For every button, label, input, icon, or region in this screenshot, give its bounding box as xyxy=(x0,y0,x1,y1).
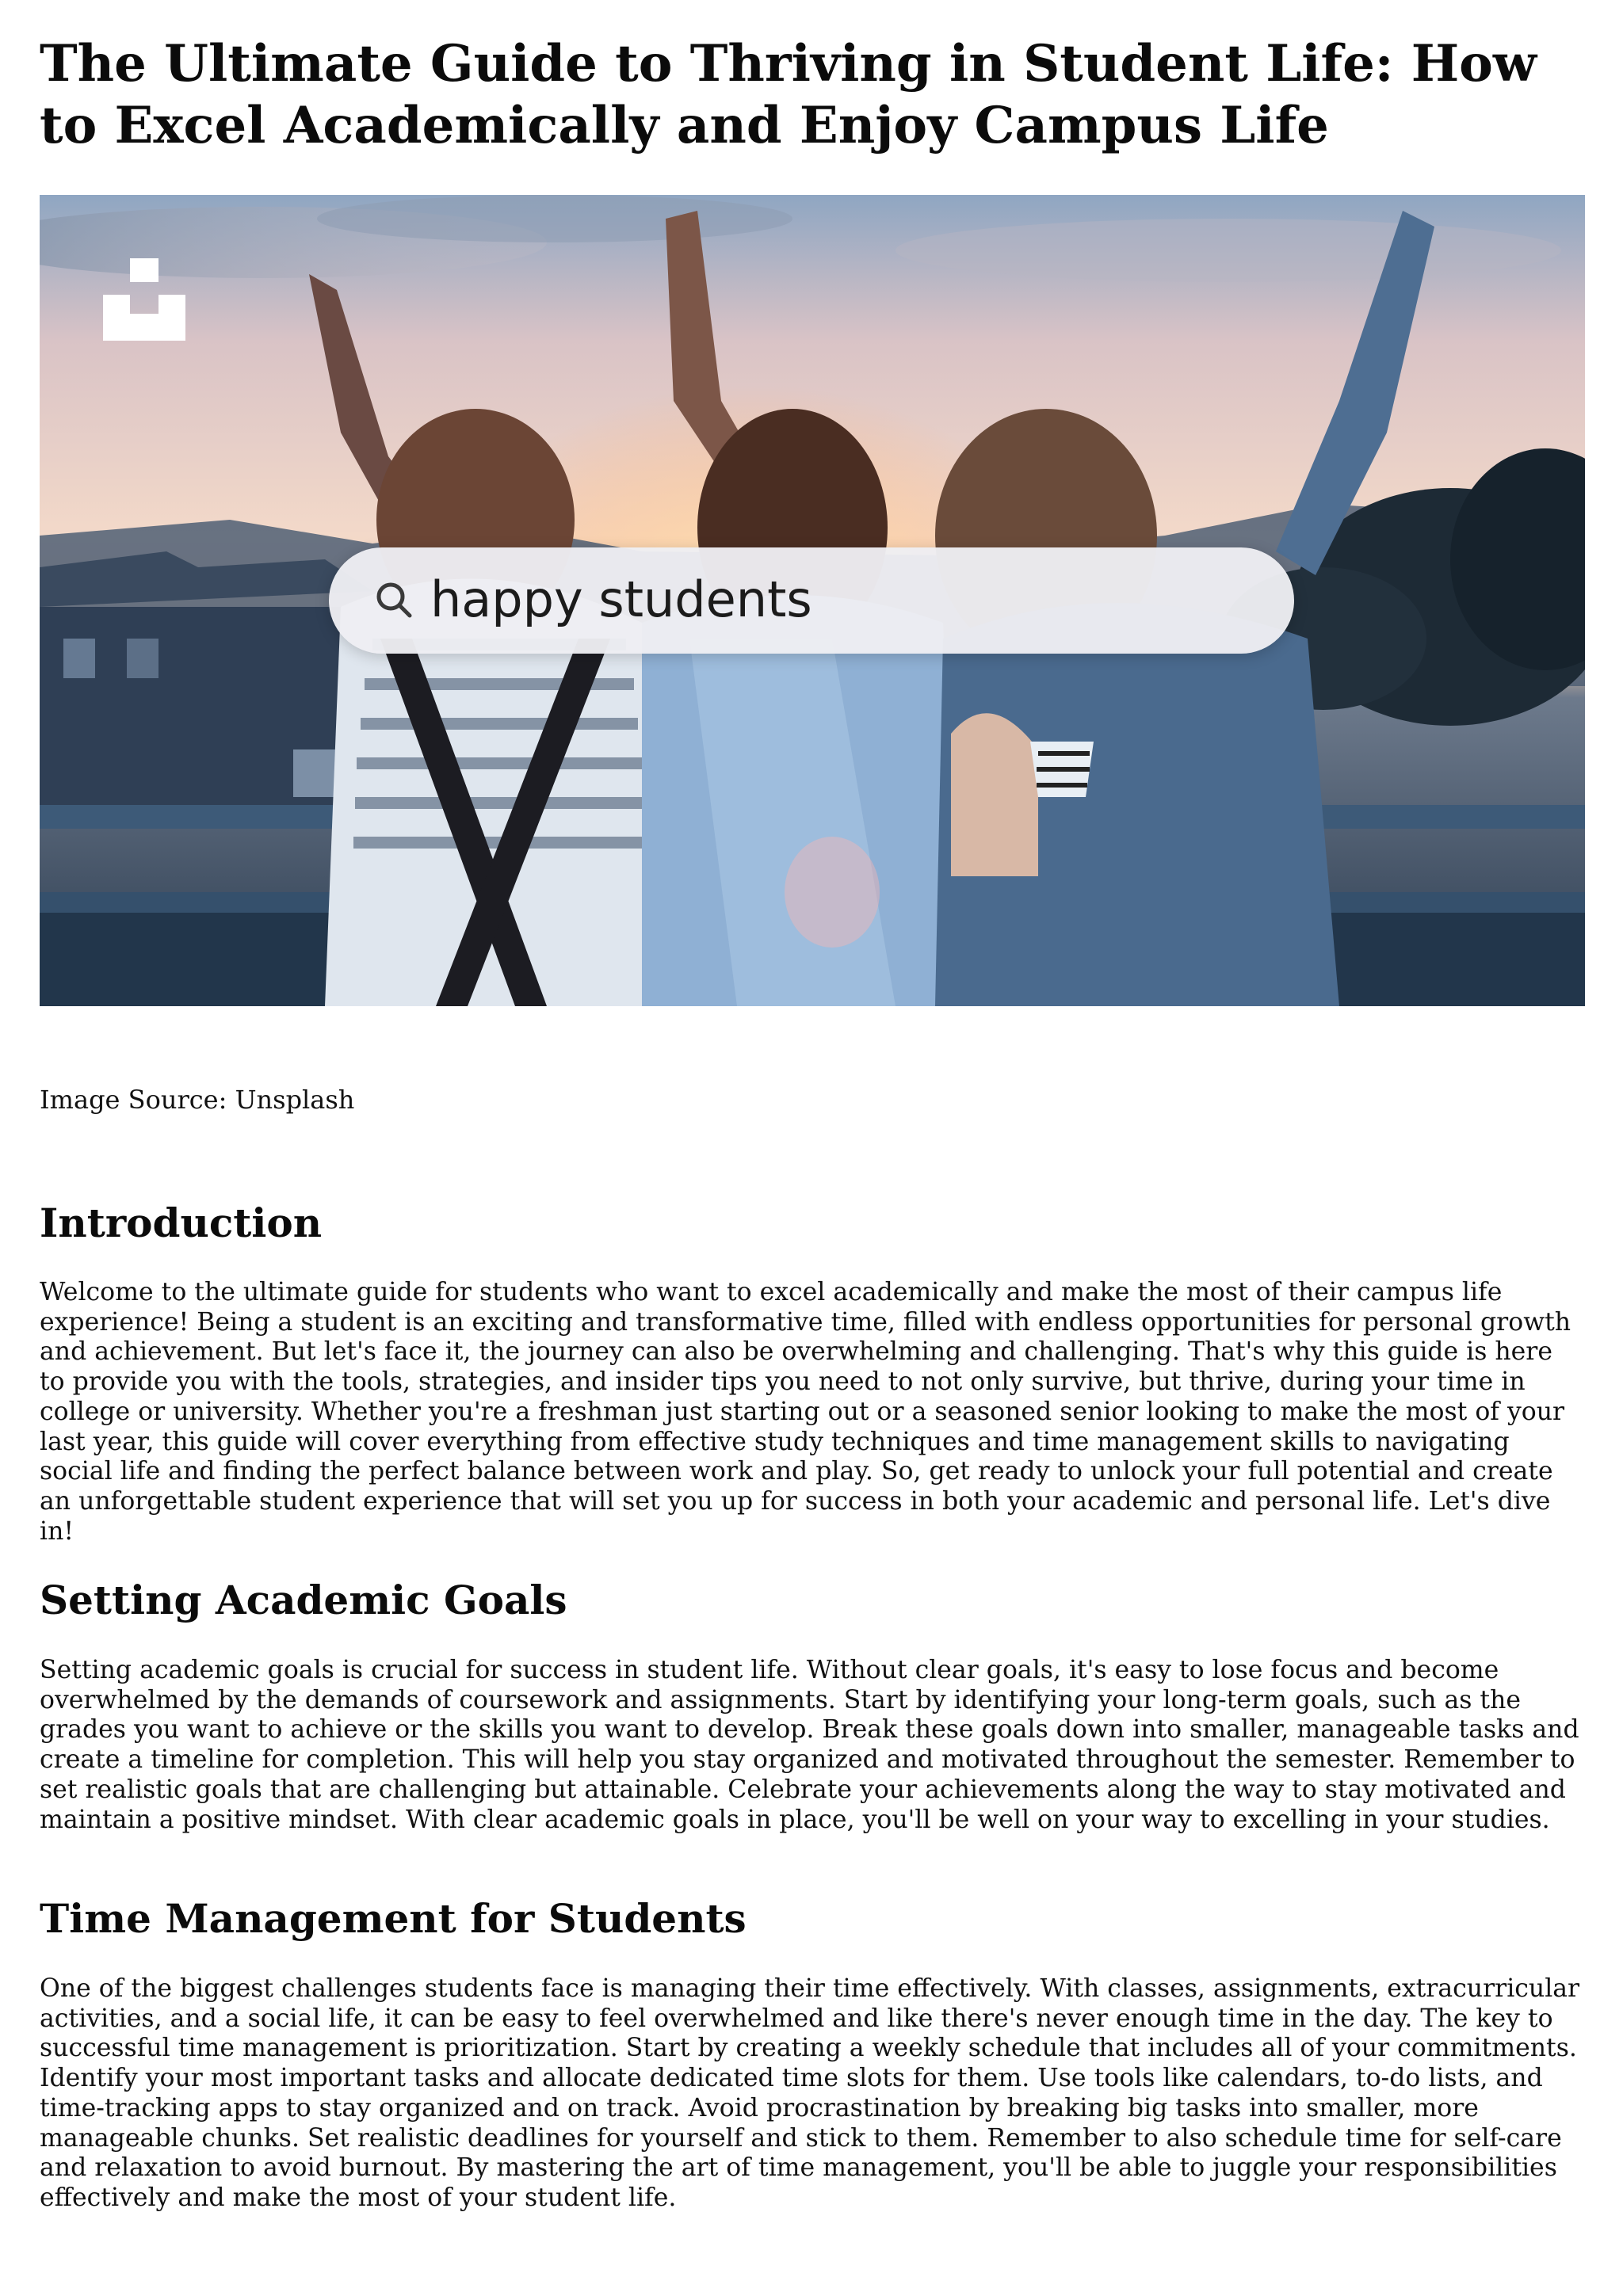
hero-image xyxy=(40,195,1585,1006)
search-icon xyxy=(375,581,413,619)
section-body-setting-academic-goals: Setting academic goals is crucial for success in student life. Without clear goals, it's easy to lose focus and become overwhelmed by the demands of coursework and assignments. Start by identifying your long-term goals, such as the grades you want to achieve or the skills you want to develop. Break these goals down into smaller, manageable tasks and create a timeline for completion. This will help you stay organized and motivated throughout the semester. Remember to set realistic goals that are challenging but attainable. Celebrate your achievements along the way to stay motivated and maintain a positive mindset. With clear academic goals in place, you'll be well on your way to excelling in your studies. xyxy=(40,1656,1579,1834)
search-bar xyxy=(329,547,1294,654)
unsplash-logo-icon xyxy=(103,258,185,341)
section-heading-introduction: Introduction xyxy=(40,1199,323,1246)
section-body-introduction: Welcome to the ultimate guide for students who want to excel academically and make the most of their campus life experience! Being a student is an exciting and transformative time, filled with endless opportunities for personal growth and achievement. But let's face it, the journey can also be overwhelming and challenging. That's why this guide is here to provide you with the tools, strategies, and insider tips you need to not only survive, but thrive, during your time in college or university. Whether you're a freshman just starting out or a seasoned senior looking to make the most of your last year, this guide will cover everything from effective study techniques and time management skills to navigating social life and finding the perfect balance between work and play. So, get ready to unlock your full potential and create an unforgettable student experience that will set you up for success in both your academic and personal life. Let's dive in! xyxy=(40,1278,1571,1546)
section-heading-time-management: Time Management for Students xyxy=(40,1895,747,1942)
section-body-time-management: One of the biggest challenges students face is managing their time effectively. With classes, assignments, extracurricular activities, and a social life, it can be easy to feel overwhelmed and like there's never enough time in the day. The key to successful time management is prioritization. Start by creating a weekly schedule that includes all of your commitments. Identify your most important tasks and allocate dedicated time slots for them. Use tools like calendars, to-do lists, and time-tracking apps to stay organized and on track. Avoid procrastination by breaking big tasks into smaller, more manageable chunks. Set realistic deadlines for yourself and stick to them. Remember to also schedule time for self-care and relaxation to avoid burnout. By mastering the art of time management, you'll be able to juggle your responsibilities effectively and make the most of your student life. xyxy=(40,1974,1580,2212)
image-caption: Image Source: Unsplash xyxy=(40,1085,355,1115)
section-heading-setting-academic-goals: Setting Academic Goals xyxy=(40,1577,567,1623)
page-title: The Ultimate Guide to Thriving in Student Life: How to Excel Academically and Enjoy Campus Life xyxy=(40,34,1537,155)
search-query-text: happy students xyxy=(430,570,812,628)
